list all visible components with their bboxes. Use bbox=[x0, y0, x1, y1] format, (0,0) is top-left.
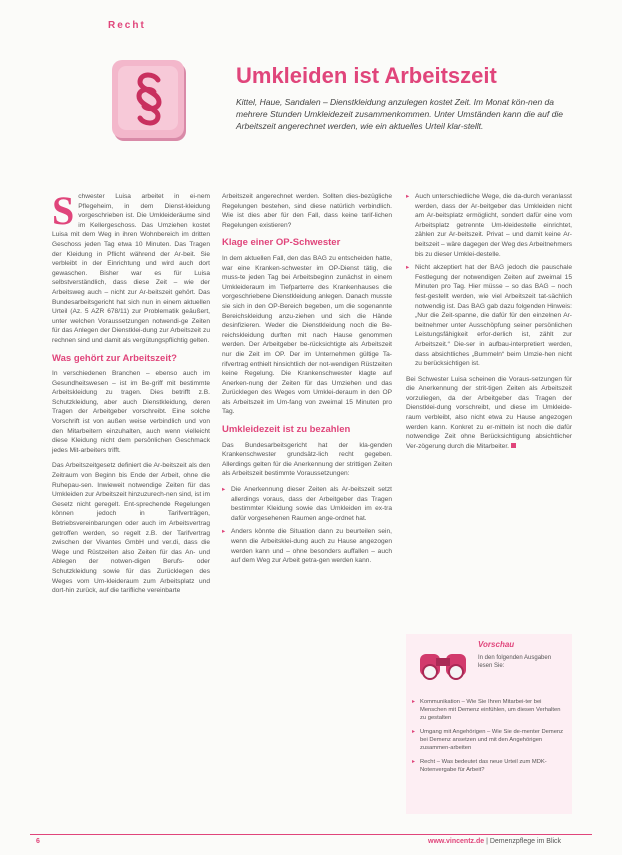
paragraph-sign-icon bbox=[132, 70, 166, 128]
page-title: Umkleiden ist Arbeitszeit bbox=[236, 63, 497, 88]
list-item: ▸ Recht – Was bedeutet das neue Urteil zum MDK-Notenvergabe für Arbeit? bbox=[412, 758, 564, 774]
col2-heading-2: Umkleidezeit ist zu bezahlen bbox=[222, 424, 351, 436]
col1-heading-1: Was gehört zur Arbeitszeit? bbox=[52, 352, 177, 364]
col2-paragraph-1: Arbeitszeit angerechnet werden. Sollten dies-bezügliche Regelungen bestehen, sind diese natürlich verbindlich. Wie ist dies aber für den Fall, dass keine tarif-lichen Regelungen existieren? bbox=[222, 193, 392, 229]
dropcap: S bbox=[52, 188, 75, 233]
section-label: Recht bbox=[108, 20, 146, 31]
col3-p1-text: Bei Schwester Luisa scheinen die Voraus-setzungen für die Anerkennung der strit-tigen Zeiten als Arbeitszeit vorzuliegen, da der Arbeitgeber das Tragen der Dienstklei-dung vorschreibt, und diese im Umkleide-raum verbleibt, also nicht etwa zu Hause angezogen werden kann. Konkret zu er-mitteln ist noch die dafür notwendige Zeit ohne Berücksichtigung absichtlicher Ver-zögerung durch die Mitarbeiter. bbox=[406, 375, 572, 450]
list-item: ▸ Kommunikation – Wie Sie Ihren Mitarbei-ter bei Menschen mit Demenz einfühlen, um diesen Verhalten zu gestalten bbox=[412, 698, 564, 722]
binoculars-icon bbox=[416, 646, 472, 682]
list-item: ▸ Nicht akzeptiert hat der BAG jedoch die pauschale Festlegung der notwendigen Zeiten auf zweimal 15 Minuten pro Tag. Hier müsse – so das BAG – noch fest-gestellt werden, wie viel Arbeitszeit tat-sächlich notwendig ist. Das BAG gab dazu folgenden Hinweis: „Nur die Zeit-spanne, die dafür für den einzelnen Ar-beitnehmer unter Ausschöpfung seiner persönlichen Leistungsfähigkeit erfor-derlich ist, zählt zur Arbeitszeit.“ Die-ser in aufbau-interpretiert werden, dass absichtliches „Bummeln“ beim Umzie-hen nicht zu berücksichtigen ist. bbox=[406, 263, 572, 369]
column-1 bbox=[52, 188, 210, 602]
col1-paragraph-1 bbox=[52, 188, 210, 346]
end-mark bbox=[511, 443, 516, 448]
column-3 bbox=[406, 192, 572, 457]
vorschau-box bbox=[406, 634, 572, 814]
list-item: ▸ Die Anerkennung dieser Zeiten als Ar-beitszeit setzt allerdings voraus, dass der Arbeitgeber das Tragen bestimmter Kleidung sowie das Umkleiden im ex-tra dafür vorgesehenen Raumen ange-ordnet hat. bbox=[222, 485, 392, 523]
col3-paragraph-1 bbox=[406, 375, 572, 452]
list-item: ▸ Anders könnte die Situation dann zu beurteilen sein, wenn die Arbeitsklei-dung auch zu Hause angezogen werden kann und – ohne besonders auffallen – auch auf dem Weg zur Arbeit getra-gen werden kann. bbox=[222, 527, 392, 565]
footer-url[interactable]: www.vincentz.de bbox=[428, 838, 485, 845]
col2-heading-1: Klage einer OP-Schwester bbox=[222, 237, 341, 249]
footer-text: | Demenzpflege im Blick bbox=[486, 838, 562, 845]
col1-paragraph-2: In verschiedenen Branchen – ebenso auch im Gesundheitswesen – ist im Be-griff mit bestimmte Arbeitskleidung zu tragen. Dies betrifft z.B. Schutzkleidung, aber auch Dienstkleidung, deren Tragen der Arbeitgeber vorschreibt. Eine solche Vorschrift ist von außen weise verbindlich und von den Mitarbeitern einzuhalten, auch wenn vielleicht diese Kleidung nicht dem persönlichen Geschmack jedes Mit-arbeiters trifft. bbox=[52, 370, 210, 454]
column-2 bbox=[222, 192, 392, 572]
intro-text: Kittel, Haue, Sandalen – Dienstkleidung anzulegen kostet Zeit. Im Monat kön-nen da mehrere Stunden Umkleidezeit zusammenkommen. Unter Umständen kann die auf die Arbeitszeit angerechnet werden, wie ein aktuelles Urteil klar-stellt. bbox=[236, 97, 563, 131]
footer-divider bbox=[30, 834, 592, 835]
col2-bullet-list bbox=[222, 485, 392, 566]
footer-info bbox=[428, 838, 561, 845]
list-item: ▸ Auch unterschiedliche Wege, die da-durch veranlasst werden, dass der Ar-beitgeber das Umkleiden nicht am Ar-beitsplatz ermöglicht, sondert dafür eine vom Arbeitsplatz getrennte Um-kleidestelle einrichtet, zählen zur Ar-beitszeit. Privat – und damit keine Ar-beitszeit – wäre dagegen der Weg des Arbeitnehmers bis zu dieser Umklei-destelle. bbox=[406, 192, 572, 259]
col2-paragraph-3: Das Bundesarbeitsgericht hat der kla-genden Krankenschwester grundsätz-lich recht gegeben. Allerdings gelten für die Anerkennung der strittigen Zeiten als Arbeitszeit bestimmte Voraussetzungen: bbox=[222, 441, 392, 478]
vorschau-title: Vorschau bbox=[478, 640, 515, 649]
vorschau-subtitle: In den folgenden Ausgaben lesen Sie: bbox=[478, 655, 552, 669]
paragraph-badge bbox=[112, 60, 184, 138]
col1-p1-text: chwester Luisa arbeitet in ei-nem Pflegeheim, in dem Dienst-kleidung vorgeschrieben ist. Die Umkleideräume sind im Kellergeschoss. Das Umziehen kostet Luisa mit dem Weg in ihren Wohnbereich im dritten Geschoss jeden Tag etwa 10 Minuten. Das Tragen der Kleidung in Pflicht während der Ar-beit. Sie verbleibt in der Einrichtung und wird auch dort gewaschen. Bisher war es für Luisa selbstverständlich, dass diese Zeit – wie der Arbeitsweg auch – nicht zur Ar-beitszeit gehört. Das Bundesarbeitsgericht hat sich nun in einem aktuellen Urteil (Az. 5 AZR 678/11) zur Problematik geäußert, unter welchen Voraussetzungen notwendi-ge Zeiten für das Anlegen der Dienstklei-dung zur Arbeitszeit zu rechnen sind und damit als vergütungspflichtig gelten. bbox=[52, 193, 210, 344]
col3-bullet-list bbox=[406, 192, 572, 369]
list-item: ▸ Umgang mit Angehörigen – Wie Sie de-menter Demenz bei Demenz ansetzen und mit den Angehörigen zusammen-arbeiten bbox=[412, 728, 564, 752]
page-number: 6 bbox=[36, 838, 40, 845]
vorschau-list bbox=[412, 698, 564, 780]
col1-paragraph-3: Das Arbeitszeitgesetz definiert die Ar-beitszeit als den Zeitraum von Beginn bis Ende der Arbeit, ohne die Ruhepau-sen. Inwieweit notwendige Zeiten für das Umkleiden zur Arbeitszeit hinzuzurech-nen sind, ist im Gesetz nicht geregelt. Ent-sprechende Regelungen können jedoch in Tarifverträgen, Betriebsvereinbarungen oder auch im Arbeitsvertrag getroffen werden, so regelt z.B. der Tarifvertrag zwischen der Vivantes GmbH und ver.di, dass die Wege und Rüstzeiten also Zeiten für das An- und Ablegen der notwen-digen Berufs- oder Schutzkleidung sowie für das Zurücklegen des Weges vom Um-kleideraum zum Arbeitsplatz und dort-hin zurück, auf die tarifliche vereinbarte bbox=[52, 462, 210, 595]
col2-paragraph-2: In dem aktuellen Fall, den das BAG zu entscheiden hatte, war eine Kranken-schwester im OP-Dienst tätig, die muss-te jeden Tag bei Arbeitsbeginn zunächst in einem Umkleideraum im Tiefparterre des Krankenhauses die vorgeschriebene Dienstkleidung anlegen. Danach musste sie sich in den OP-Bereich begeben, um die sogenannte Bereichskleidung anzu-ziehen und sich die Hände desinfizieren. Weder die Dienstkleidung noch die Be-reichskleidung durften mit nach Hause genommen werden. Der Arbeitgeber be-rücksichtigte als Arbeitszeit nur die Zeit im OP. Der im Unternehmen gültige Ta-rifvertrag enthielt hinsichtlich der not-wendigen Rüstzeiten keine Regelung. Die Krankenschwester klagte auf Anerken-nung der Zeiten für das Umziehen und das Zurücklegen des Weges vom Umklei-deraum in den OP als Arbeitszeit im Um-fang von zweimal 15 Minuten pro Tag. bbox=[222, 254, 392, 416]
